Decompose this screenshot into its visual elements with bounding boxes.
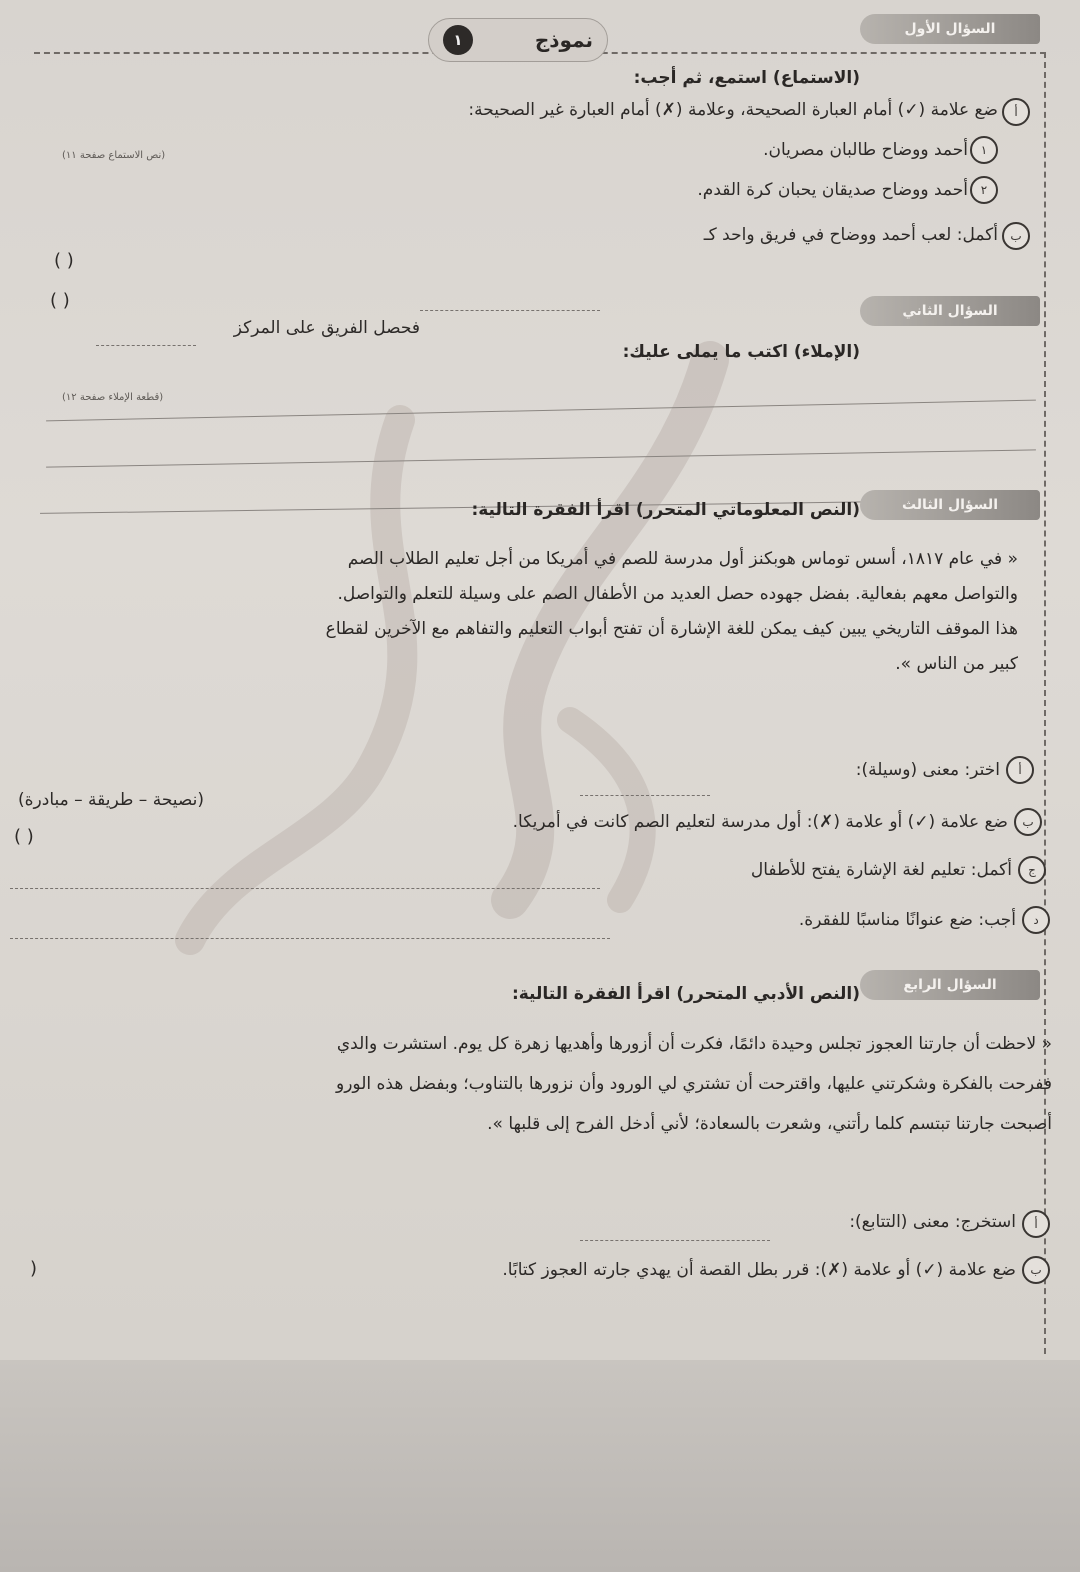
- q1-b-end: فحصل الفريق على المركز: [233, 318, 420, 338]
- q3-para-line-2: والتواصل معهم بفعالية. بفضل جهوده حصل العديد من الأطفال الصم على وسيلة للتعلم والتواصل.: [337, 584, 1018, 604]
- q1-b-number: ب: [1002, 222, 1030, 250]
- q3-title: (النص المعلوماتي المتحرر) اقرأ الفقرة التالية:: [471, 500, 860, 520]
- model-number: ١: [443, 25, 473, 55]
- q1-item2-text: أحمد ووضاح صديقان يحبان كرة القدم.: [697, 180, 968, 200]
- q4-b-paren[interactable]: ): [30, 1258, 38, 1279]
- q1-b-text: أكمل: لعب أحمد ووضاح في فريق واحد كـ: [703, 225, 998, 245]
- q1-item1-number: ١: [970, 136, 998, 164]
- q4-b-number: ب: [1022, 1256, 1050, 1284]
- q3-a-text: اختر: معنى (وسيلة):: [855, 760, 1000, 780]
- q3-b-number: ب: [1014, 808, 1042, 836]
- q3-para-line-3: هذا الموقف التاريخي يبين كيف يمكن للغة الإشارة أن تفتح أبواب التعليم والتفاهم مع الآخرين لقطاع: [325, 619, 1018, 639]
- q3-d-blank[interactable]: [10, 938, 610, 939]
- section-tab-q1: السؤال الأول: [860, 14, 1040, 44]
- q3-d-number: د: [1022, 906, 1050, 934]
- table-surface: [0, 1360, 1080, 1572]
- q4-a-blank[interactable]: [580, 1240, 770, 1241]
- q3-c-blank[interactable]: [10, 888, 600, 889]
- q1-title: (الاستماع) استمع، ثم أجب:: [633, 68, 860, 88]
- section-tab-q4: السؤال الرابع: [860, 970, 1040, 1000]
- q1-answer-paren-1[interactable]: ( ): [54, 250, 74, 271]
- q1-item1-text: أحمد ووضاح طالبان مصريان.: [763, 140, 968, 160]
- q4-b-text: ضع علامة (✓) أو علامة (✗): قرر بطل القصة أن يهدي جارته العجوز كتابًا.: [502, 1260, 1016, 1280]
- q4-para-line-1: « لاحظت أن جارتنا العجوز تجلس وحيدة دائمًا، فكرت أن أزورها وأهديها زهرة كل يوم. استشرت والدي: [336, 1034, 1052, 1054]
- q3-b-paren[interactable]: ( ): [14, 826, 34, 847]
- q3-c-number: ج: [1018, 856, 1046, 884]
- q3-d-text: أجب: ضع عنوانًا مناسبًا للفقرة.: [798, 910, 1016, 930]
- q1-a-text: ضع علامة (✓) أمام العبارة الصحيحة، وعلامة (✗) أمام العبارة غير الصحيحة:: [468, 100, 998, 120]
- q3-para-line-1: « في عام ١٨١٧، أسس توماس هوبكنز أول مدرسة للصم في أمريكا من أجل تعليم الطلاب الصم: [347, 549, 1018, 569]
- q1-b-blank-2[interactable]: [96, 345, 196, 346]
- q4-paragraph: [12, 1024, 1052, 1144]
- q3-b-text: ضع علامة (✓) أو علامة (✗): أول مدرسة لتعليم الصم كانت في أمريكا.: [512, 812, 1008, 832]
- q3-a-choices: (نصيحة – طريقة – مبادرة): [18, 790, 205, 810]
- q4-title: (النص الأدبي المتحرر) اقرأ الفقرة التالية:: [511, 984, 860, 1004]
- q1-a-number: أ: [1002, 98, 1030, 126]
- q3-para-line-4: كبير من الناس ».: [895, 654, 1018, 674]
- q1-b-blank-1[interactable]: [420, 310, 600, 311]
- q1-item2-number: ٢: [970, 176, 998, 204]
- model-label: نموذج: [534, 28, 593, 52]
- q1-answer-paren-2[interactable]: ( ): [50, 290, 70, 311]
- q3-a-blank[interactable]: [580, 795, 710, 796]
- page-border: [34, 52, 1046, 1354]
- section-tab-q3: السؤال الثالث: [860, 490, 1040, 520]
- q4-a-text: استخرج: معنى (التتابع):: [849, 1212, 1016, 1232]
- q4-a-number: أ: [1022, 1210, 1050, 1238]
- q3-a-number: أ: [1006, 756, 1034, 784]
- q3-paragraph: [58, 542, 1018, 682]
- q2-title: (الإملاء) اكتب ما يملى عليك:: [622, 342, 860, 362]
- model-badge: [428, 18, 608, 62]
- q3-c-text: أكمل: تعليم لغة الإشارة يفتح للأطفال: [750, 860, 1012, 880]
- q1-note: (نص الاستماع صفحة ١١): [62, 150, 166, 161]
- q2-note: (قطعة الإملاء صفحة ١٢): [62, 392, 164, 403]
- q4-para-line-3: أصبحت جارتنا تبتسم كلما رأتني، وشعرت بالسعادة؛ لأني أدخل الفرح إلى قلبها ».: [487, 1114, 1052, 1134]
- section-tab-q2: السؤال الثاني: [860, 296, 1040, 326]
- q4-para-line-2: ففرحت بالفكرة وشكرتني عليها، واقترحت أن تشتري لي الورود وأن نزورها بالتناوب؛ وبفضل هذه الورو: [336, 1074, 1052, 1094]
